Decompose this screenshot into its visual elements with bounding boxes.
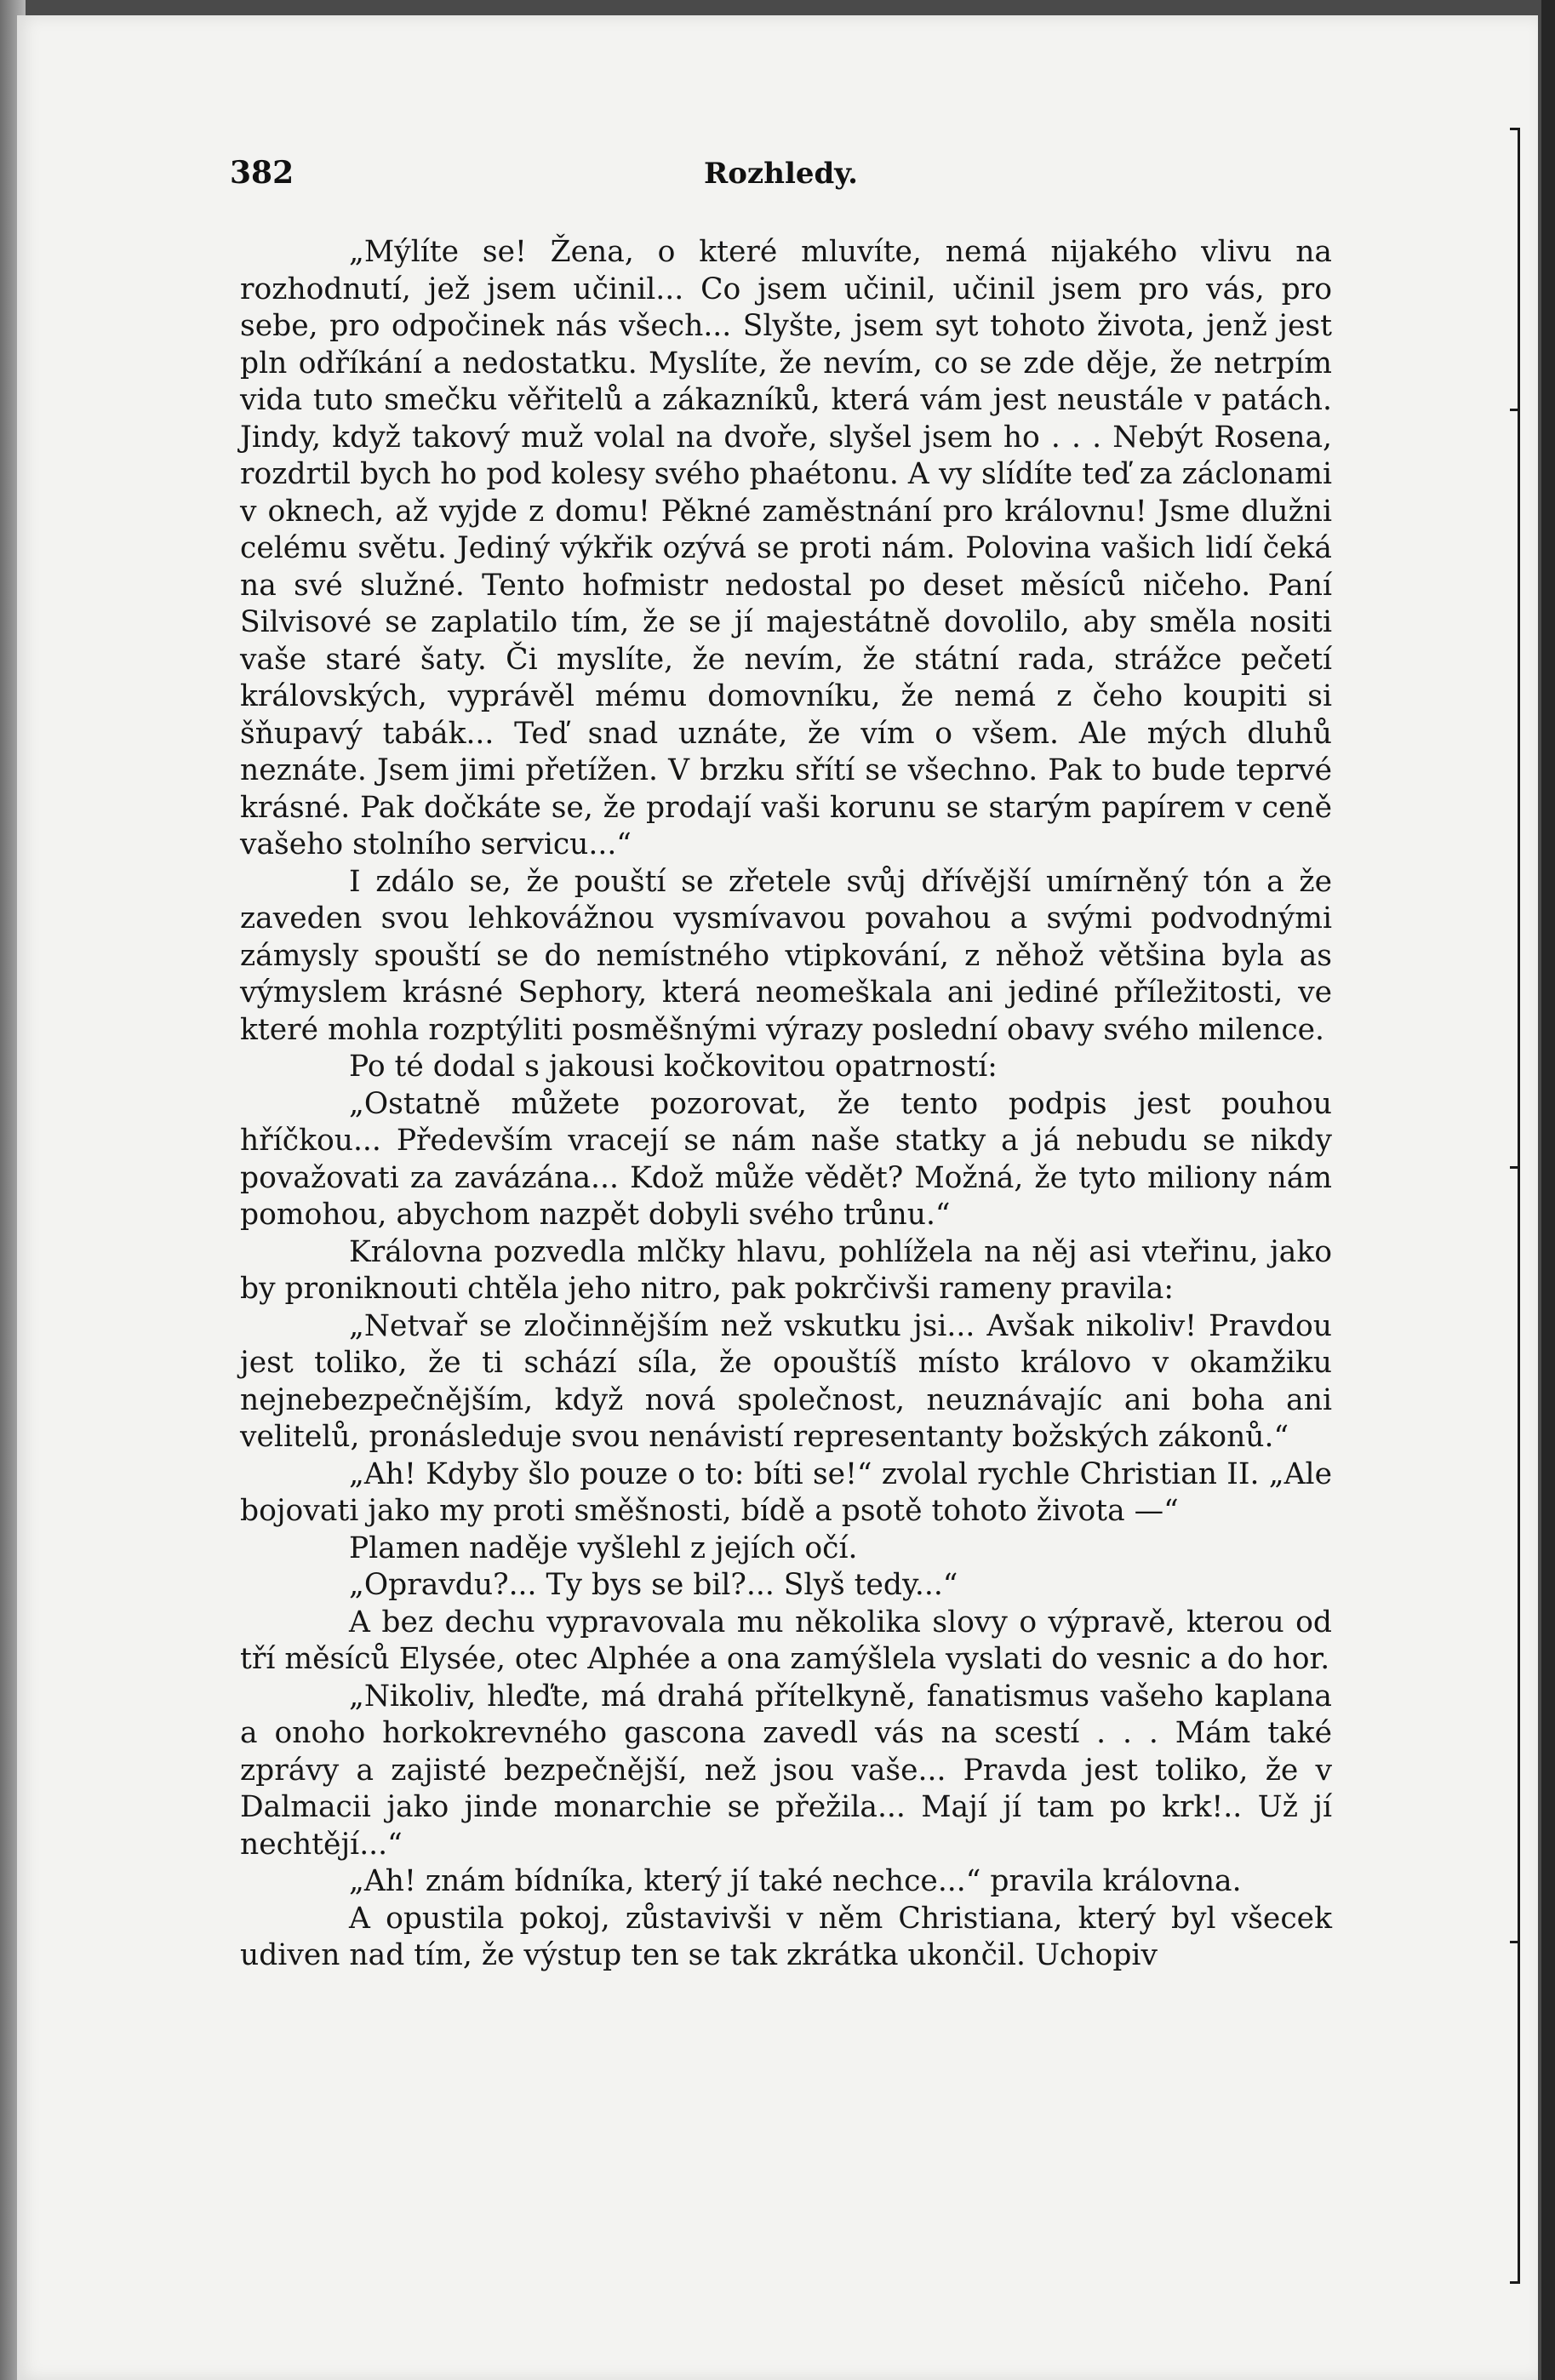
- body-text: [240, 234, 1332, 1975]
- paragraph: „Opravdu?... Ty bys se bil?... Slyš tedy...“: [349, 1568, 958, 1602]
- paragraph: „Ah! Kdyby šlo pouze o to: bíti se!“ zvolal rychle Christian II. „Ale bojovati jako my proti směšnosti, bídě a psotě tohoto života —“: [240, 1456, 1332, 1528]
- paragraph: A opustila pokoj, zůstavivši v něm Christiana, který byl všecek udiven nad tím, že výstup ten se tak zkrátka ukončil. Uchopiv: [240, 1901, 1332, 1972]
- paragraph: Plamen naděje vyšlehl z jejích očí.: [349, 1530, 858, 1565]
- paragraph: „Netvař se zločinnějším než vskutku jsi... Avšak nikoliv! Pravdou jest toliko, že ti schází síla, že opouštíš místo královo v okamžiku nejnebezpečnějším, když nová společnost, neuznávajíc ani boha ani velitelů, pronásleduje svou nenávistí representanty božských zákonů.“: [240, 1308, 1332, 1454]
- paragraph: „Ostatně můžete pozorovat, že tento podpis jest pouhou hříčkou... Především vracejí se nám naše statky a já nebudu se nikdy považovati za zavázána... Kdož může vědět? Možná, že tyto miliony nám pomohou, abychom nazpět dobyli svého trůnu.“: [240, 1086, 1332, 1232]
- page-header: [230, 155, 1332, 206]
- page-number: 382: [230, 155, 294, 191]
- paragraph: I zdálo se, že pouští se zřetele svůj dřívější umírněný tón a že zaveden svou lehkovážnou vysmívavou povahou a svými podvodnými zámysly spouští se do nemístného vtipkování, z něhož většina byla as výmyslem krásné Sephory, která neomeškala ani jediné příležitosti, ve které mohla rozptýliti posměšnými výrazy poslední obavy svého milence.: [240, 864, 1332, 1047]
- paragraph: Královna pozvedla mlčky hlavu, pohlížela na něj asi vteřinu, jako by proniknouti chtěla jeho nitro, pak pokrčivši rameny pravila:: [240, 1234, 1332, 1306]
- running-title: Rozhledy.: [704, 157, 858, 191]
- page-edge-tick: [1510, 2281, 1520, 2284]
- page-edge-tick: [1510, 1166, 1520, 1169]
- page-edge-line: [1518, 128, 1520, 2281]
- paragraph: „Mýlíte se! Žena, o které mluvíte, nemá nijakého vlivu na rozhodnutí, jež jsem učinil... Co jsem učinil, učinil jsem pro vás, pro sebe, pro odpočinek nás všech... Slyšte, jsem syt tohoto života, jenž jest pln odříkání a nedostatku. Myslíte, že nevím, co se zde děje, že netrpím vida tuto smečku věřitelů a zákazníků, která vám jest neustále v patách. Jindy, když takový muž volal na dvoře, slyšel jsem ho . . . Nebýt Rosena, rozdrtil bych ho pod kolesy svého phaétonu. A vy slídíte teď za záclonami v oknech, až vyjde z domu! Pěkné zaměstnání pro královnu! Jsme dlužni celému světu. Jediný výkřik ozývá se proti nám. Polovina vašich lidí čeká na své služné. Tento hofmistr nedostal po deset měsíců ničeho. Paní Silvisové se zaplatilo tím, že se jí majestátně dovolilo, aby směla nositi vaše staré šaty. Či myslíte, že nevím, že státní rada, strážce pečetí královských, vyprávěl mému domovníku, že nemá z čeho koupiti si šňupavý tabák... Teď snad uznáte, že vím o všem. Ale mých dluhů neznáte. Jsem jimi přetížen. V brzku sřítí se všechno. Pak to bude teprvé krásné. Pak dočkáte se, že prodají vaši korunu se starým papírem v ceně vašeho stolního servicu...“: [240, 235, 1332, 861]
- scan-right-border: [1541, 0, 1555, 2380]
- paragraph: „Ah! znám bídníka, který jí také nechce...“ pravila královna.: [349, 1864, 1242, 1898]
- paragraph: A bez dechu vypravovala mu několika slovy o výpravě, kterou od tří měsíců Elysée, otec Alphée a ona zamýšlela vyslati do vesnic a do hor.: [240, 1605, 1332, 1676]
- page-edge-tick: [1510, 409, 1520, 411]
- page-edge-tick: [1510, 128, 1520, 130]
- page-edge-tick: [1510, 1941, 1520, 1943]
- paragraph: Po té dodal s jakousi kočkovitou opatrností:: [349, 1050, 998, 1084]
- paragraph: „Nikoliv, hleďte, má drahá přítelkyně, fanatismus vašeho kaplana a onoho horkokrevného gascona zavedl vás na scestí . . . Mám také zprávy a zajisté bezpečnější, než jsou vaše... Pravda jest toliko, že v Dalmacii jako jinde monarchie se přežila... Mají jí tam po krk!.. Už jí nechtějí...“: [240, 1679, 1332, 1862]
